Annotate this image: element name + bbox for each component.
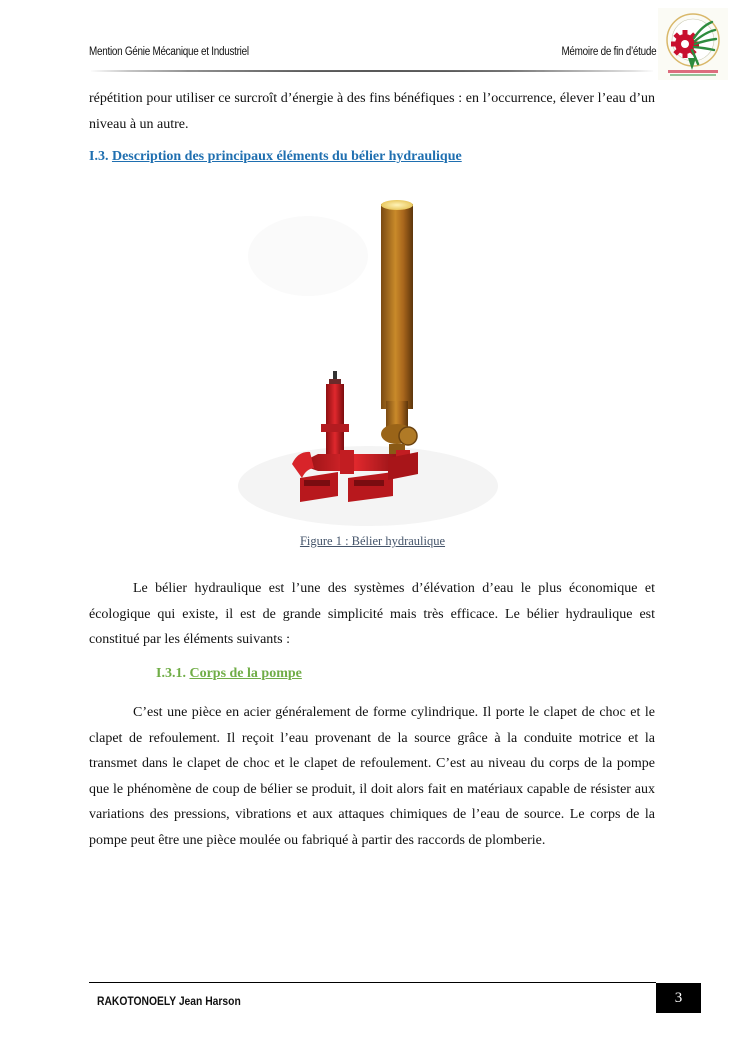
footer-divider xyxy=(89,982,656,983)
paragraph-body-2: C’est une pièce en acier généralement de forme cylindrique. Il porte le clapet de choc et le clapet de refoulement. Il reçoit l’eau provenant de la source grâce à la conduite motrice et la transmet dans le clapet de choc et le clapet de refoulement. C’est au niveau du corps de la pompe que le phénomène de coup de bélier se produit, il doit alors fait en matériaux capable de résister aux variations des pressions, vibrations et aux attaques chimiques de l’eau de source. Le corps de la pompe peut être une pièce moulée ou fabriqué à partir des raccords de plomberie. xyxy=(89,705,655,848)
header-divider xyxy=(89,70,655,72)
header-right-text: Mémoire de fin d’étude xyxy=(561,46,656,58)
figure-caption: Figure 1 : Bélier hydraulique xyxy=(299,534,446,548)
intro-paragraph: répétition pour utiliser ce surcroît d’énergie à des fins bénéfiques : en l’occurrence, élever l’eau d’un niveau à un autre. xyxy=(89,91,655,132)
footer-author: RAKOTONOELY Jean Harson xyxy=(97,994,241,1008)
section-number: I.3. xyxy=(89,149,109,164)
subsection-number: I.3.1. xyxy=(156,666,186,681)
hydraulic-ram-figure xyxy=(228,196,515,534)
subsection-title: Corps de la pompe xyxy=(189,666,302,681)
section-heading xyxy=(89,149,462,165)
section-title: Description des principaux éléments du bélier hydraulique xyxy=(111,149,462,164)
institution-logo xyxy=(658,8,728,80)
header-left-text: Mention Génie Mécanique et Industriel xyxy=(89,46,249,58)
page-number: 3 xyxy=(656,983,701,1013)
subsection-heading xyxy=(156,666,302,682)
paragraph-body-1: Le bélier hydraulique est l’une des systèmes d’élévation d’eau le plus économique et écologique qui existe, il est de grande simplicité mais très efficace. Le bélier hydraulique est constitué par les éléments suivants : xyxy=(89,581,655,647)
